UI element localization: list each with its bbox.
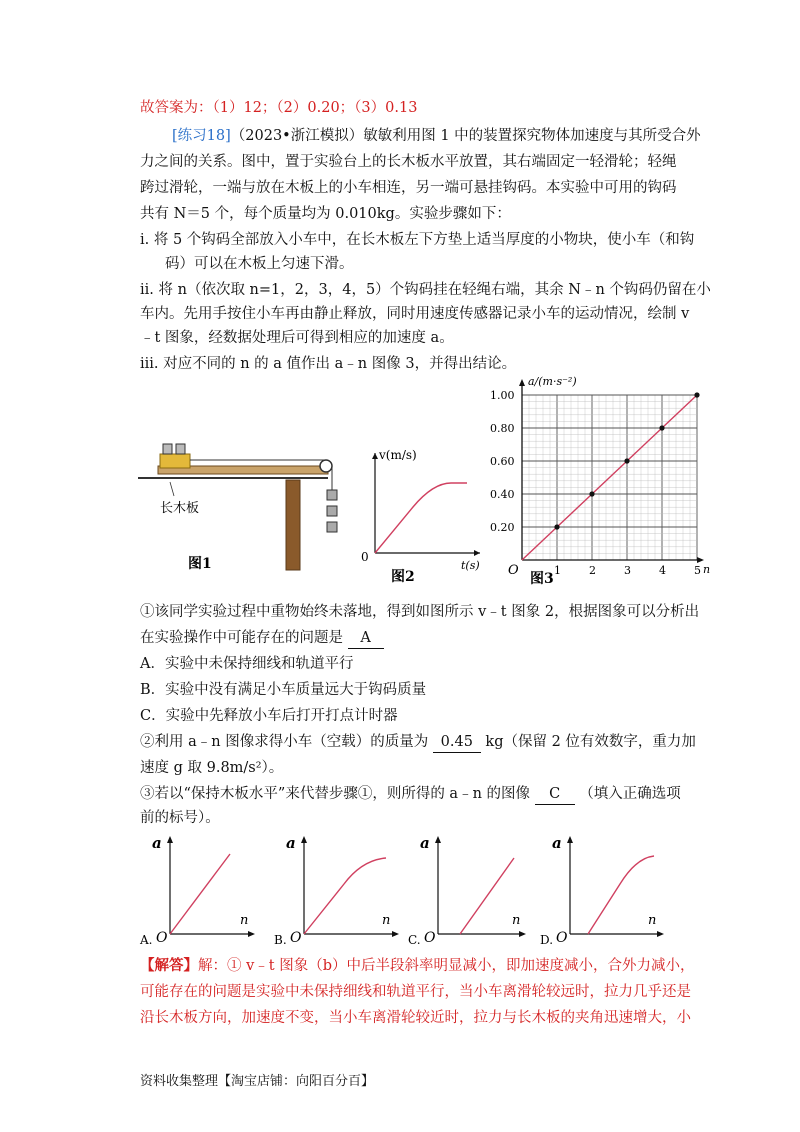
exercise-text-0: 敏敏利用图 1 中的装置探究物体加速度与其所受合外 — [363, 128, 701, 144]
graph-d-y-arrow — [567, 836, 573, 843]
q1-text-1: ①该同学实验过程中重物始终未落地，得到如图所示 v﹣t 图象 2，根据图象可以分析出 — [140, 604, 700, 620]
figure-2-vt-graph — [355, 445, 485, 585]
graph-c-line — [460, 858, 514, 934]
fig3-x-tick: 3 — [624, 564, 631, 577]
step-2-line-1: ii. 将 n（依次取 n=1，2，3，4，5）个钩码挂在轻绳右端，其余 N﹣n 个钩码仍留在小 — [140, 282, 711, 298]
exercise-text-1: 力之间的关系。图中，置于实验台上的长木板水平放置，其右端固定一轻滑轮；轻绳 — [140, 154, 677, 170]
graph-a-x-label: n — [240, 913, 249, 928]
board-label: 长木板 — [160, 501, 200, 516]
step-2-line-2: 车内。先用手按住小车再由静止释放，同时用速度传感器记录小车的运动情况，绘制 v — [140, 306, 690, 322]
graph-a-y-label: a — [152, 834, 162, 852]
graph-b-x-arrow — [392, 931, 399, 937]
graph-d-curve — [588, 856, 657, 934]
fig2-y-label: v(m/s) — [379, 448, 417, 462]
graph-a-x-arrow — [248, 931, 255, 937]
graph-d-y-label: a — [552, 834, 562, 852]
q1-text-2: 在实验操作中可能存在的问题是 — [140, 630, 343, 646]
exercise-source: （2023•浙江模拟） — [230, 128, 364, 144]
step-2-line-3: ﹣t 图象，经数据处理后可得到相应的加速度 a。 — [140, 330, 454, 346]
graph-c-x-label: n — [512, 913, 521, 928]
fig3-data-point — [554, 524, 559, 529]
figure-3-an-chart — [488, 373, 713, 588]
option-graph-b — [272, 832, 402, 947]
hook-weight-3 — [327, 522, 337, 532]
figure-2-caption: 图2 — [391, 569, 415, 585]
fig3-y-tick: 0.60 — [490, 455, 515, 468]
fig3-data-point — [694, 392, 699, 397]
graph-d-x-arrow — [657, 931, 664, 937]
graph-b-y-arrow — [301, 836, 307, 843]
graph-c-x-arrow — [519, 931, 526, 937]
table-leg — [286, 480, 300, 570]
graph-b-option-label: B. — [274, 933, 287, 947]
step-1-line-1: i. 将 5 个钩码全部放入小车中，在长木板左下方垫上适当厚度的小物块，使小车（和钩 — [140, 232, 695, 248]
cart — [160, 454, 190, 468]
option-graph-a — [138, 832, 258, 947]
label-pointer — [170, 482, 174, 496]
hook-weight-1 — [327, 490, 337, 500]
fig3-x-tick: 2 — [589, 564, 596, 577]
option-graph-d — [538, 832, 668, 947]
fig2-origin: 0 — [361, 550, 369, 564]
solution-line-1 — [140, 956, 695, 976]
solution-text-2: 可能存在的问题是实验中未保持细线和轨道平行，当小车离滑轮较远时，拉力几乎还是 — [140, 984, 691, 1000]
fig3-x-tick: 1 — [554, 564, 561, 577]
cart-weight-1 — [163, 444, 172, 454]
solution-text-3: 沿长木板方向，加速度不变，当小车离滑轮较近时，拉力与长木板的夹角迅速增大，小 — [140, 1010, 691, 1026]
q3-answer: C — [535, 784, 575, 805]
fig3-x-tick: 5 — [694, 564, 701, 577]
pulley — [320, 460, 332, 472]
footer: 资料收集整理【淘宝店铺：向阳百分百】 — [140, 1074, 375, 1089]
q3-line-1 — [140, 784, 681, 805]
fig3-x-tick: 4 — [659, 564, 666, 577]
q1-option-b: B．实验中没有满足小车质量远大于钩码质量 — [140, 682, 427, 698]
figure-1-apparatus — [138, 430, 348, 580]
fig3-y-tick: 1.00 — [490, 389, 515, 402]
fig3-data-point — [589, 491, 594, 496]
fig2-x-arrow — [474, 550, 480, 556]
graph-b-origin: O — [290, 930, 302, 946]
fig3-data-point — [624, 458, 629, 463]
fig3-y-tick: 0.80 — [490, 422, 515, 435]
graph-a-line — [170, 854, 230, 934]
q2-line-1 — [140, 732, 696, 753]
fig2-y-arrow — [372, 453, 378, 459]
graph-b-y-label: a — [286, 834, 296, 852]
fig2-x-label: t(s) — [461, 559, 480, 572]
graph-b-curve — [304, 858, 386, 934]
hook-weight-2 — [327, 506, 337, 516]
step-3-line: iii. 对应不同的 n 的 a 值作出 a﹣n 图像 3，并得出结论。 — [140, 356, 517, 372]
q2-answer: 0.45 — [433, 732, 481, 753]
solution-text-1: 解：① v﹣t 图象（b）中后半段斜率明显减小，即加速度减小，合外力减小， — [198, 958, 695, 974]
fig3-series — [522, 392, 700, 560]
q1-option-a: A．实验中未保持细线和轨道平行 — [140, 656, 354, 672]
fig3-y-label: a/(m·s⁻²) — [528, 375, 577, 388]
graph-d-origin: O — [556, 930, 568, 946]
q1-line-2 — [140, 628, 384, 649]
graph-a-origin: O — [156, 930, 168, 946]
graph-a-option-label: A. — [140, 933, 153, 947]
q2-text-3: 速度 g 取 9.8m/s²）。 — [140, 760, 284, 776]
graph-a-y-arrow — [167, 836, 173, 843]
exercise-first-line — [172, 126, 701, 146]
q2-text-2: kg（保留 2 位有效数字，重力加 — [485, 734, 696, 750]
fig2-curve — [375, 483, 467, 553]
fig3-x-label: n — [703, 563, 711, 576]
exercise-tag: [练习18] — [172, 128, 231, 144]
figure-3-caption: 图3 — [530, 571, 554, 587]
step-1-line-2: 码）可以在木板上匀速下滑。 — [165, 256, 354, 272]
q3-text-1: ③若以“保持木板水平”来代替步骤①，则所得的 a﹣n 的图像 — [140, 786, 531, 802]
fig3-y-tick: 0.40 — [490, 488, 515, 501]
fig3-data-point — [659, 425, 664, 430]
graph-c-option-label: C. — [408, 933, 421, 947]
figure-1-caption: 图1 — [188, 556, 212, 572]
q1-option-c: C．实验中先释放小车后打开打点计时器 — [140, 708, 398, 724]
graph-c-origin: O — [424, 930, 436, 946]
graph-c-y-label: a — [420, 834, 430, 852]
fig3-y-tick: 0.20 — [490, 521, 515, 534]
option-graph-c — [406, 832, 531, 947]
q1-answer: A — [348, 628, 384, 649]
graph-c-y-arrow — [435, 836, 441, 843]
exercise-text-2: 跨过滑轮，一端与放在木板上的小车相连，另一端可悬挂钩码。本实验中可用的钩码 — [140, 180, 677, 196]
exercise-text-3: 共有 N＝5 个，每个质量均为 0.010kg。实验步骤如下： — [140, 206, 511, 222]
graph-b-x-label: n — [382, 913, 391, 928]
cart-weight-2 — [176, 444, 185, 454]
graph-d-option-label: D. — [540, 933, 554, 947]
fig3-y-arrow — [519, 379, 525, 386]
q2-text-1: ②利用 a﹣n 图像求得小车（空载）的质量为 — [140, 734, 429, 750]
graph-d-x-label: n — [648, 913, 657, 928]
q3-text-3: 前的标号）。 — [140, 810, 220, 826]
solution-tag: 【解答】 — [140, 957, 198, 974]
fig3-series-line — [522, 395, 697, 560]
fig3-origin: O — [508, 563, 519, 578]
previous-answer: 故答案为：（1）12；（2）0.20；（3）0.13 — [140, 100, 418, 116]
q3-text-2: （填入正确选项 — [579, 786, 681, 802]
